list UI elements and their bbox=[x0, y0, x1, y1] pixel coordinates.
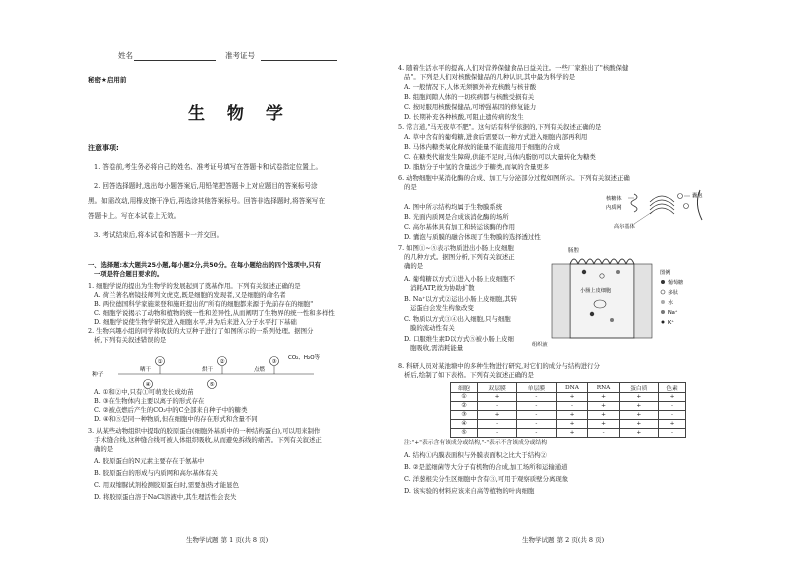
q2-option-d: D. ④和⑤是同一种物质,但在细胞中的存在形式和含量不同 bbox=[94, 415, 258, 423]
q2-label-1: ① bbox=[157, 359, 163, 365]
q6-stem-cont: 的是 bbox=[404, 183, 417, 191]
table-row bbox=[451, 393, 686, 402]
note-2-cont: 黑。如需改动,用橡皮擦干净后,再选涂其他答案标号。回答非选择题时,将答案写在 bbox=[88, 197, 326, 205]
table-cell: + bbox=[619, 420, 658, 429]
q3-stem-cont: 手术缝合线,这种缝合线可被人体组织吸收,从而避免拆线的痛苦。下列有关叙述正 bbox=[94, 436, 322, 444]
q6-option-c: C. 高尔基体具有加工和转运该酶的作用 bbox=[404, 223, 515, 231]
table-cell: - bbox=[658, 402, 685, 411]
table-cell: + bbox=[556, 411, 588, 420]
table-row bbox=[451, 420, 686, 429]
q2-label-2: ② bbox=[219, 359, 225, 365]
table-cell: + bbox=[619, 429, 658, 438]
q8-col-protein: 蛋白质 bbox=[619, 383, 658, 393]
note-2-cont2: 答题卡上。写在本试卷上无效。 bbox=[88, 212, 181, 220]
note-1: 1. 答卷前,考生务必将自己的姓名、准考证号填写在答题卡和试卷指定位置上。 bbox=[94, 163, 323, 171]
table-cell: - bbox=[658, 429, 685, 438]
section1-heading-cont: 一项是符合题目要求的。 bbox=[94, 271, 164, 278]
q8-option-d: D. 该实验的材料应该来自高等植物的叶肉细胞 bbox=[404, 487, 535, 495]
q2-seed: 种子 bbox=[92, 372, 104, 378]
q6-option-b: B. 光面内质网是合成该消化酶的场所 bbox=[404, 213, 509, 221]
q8-table-note: 注:"+"表示含有该成分或结构,"-"表示不含该成分或结构 bbox=[404, 440, 548, 446]
table-cell: + bbox=[588, 420, 619, 429]
q7-particle-1 bbox=[582, 270, 586, 274]
table-cell: + bbox=[477, 393, 516, 402]
q7-option-a: A. 葡萄糖以方式①进入小肠上皮细胞不 bbox=[404, 275, 515, 283]
q7-cell-label: 小肠上皮细胞 bbox=[580, 288, 612, 294]
table-cell: + bbox=[477, 411, 516, 420]
table-row bbox=[451, 411, 686, 420]
q4-option-d: D. 长期补充各种核酸,可阻止遗传病的发生 bbox=[404, 113, 524, 121]
q4-option-c: C. 按时服用核酸保健品,可增强基因的修复能力 bbox=[404, 103, 537, 111]
table-cell: - bbox=[517, 411, 556, 420]
q5-option-a: A. 草中含有的葡萄糖,进食后需要以一种方式进入细胞内部再利用 bbox=[404, 133, 588, 141]
q3-option-d: D. 将胶原蛋白溶于NaCl溶液中,其生理活性会丧失 bbox=[94, 493, 237, 501]
q3-stem-cont2: 确的是 bbox=[94, 445, 114, 453]
q6-pointer-2 bbox=[634, 212, 652, 224]
table-cell: + bbox=[658, 393, 685, 402]
q3-option-a: A. 胶原蛋白的N元素主要存在于氨基中 bbox=[94, 457, 205, 465]
note-2: 2. 回答选择题时,选出每小题答案后,用铅笔把答题卡上对应题目的答案标号涂 bbox=[94, 182, 318, 190]
q2-dried2: 烘干 bbox=[202, 367, 214, 373]
table-cell: + bbox=[556, 393, 588, 402]
q7-legend-na: Na⁺ bbox=[668, 310, 678, 316]
q2-stem-cont: 析,下列有关叙述错误的是 bbox=[94, 336, 167, 344]
q8-col-cell: 细胞 bbox=[451, 383, 478, 393]
q2-products: CO₂、H₂O等 bbox=[288, 355, 321, 361]
q8-stem: 8. 科研人员对某池塘中的多种生物进行研究,对它们的成分与结构进行分 bbox=[398, 362, 600, 370]
q8-col-pigment: 色素 bbox=[658, 383, 685, 393]
q7-particle-3 bbox=[616, 270, 620, 274]
table-cell: ④ bbox=[451, 420, 478, 429]
table-cell: ⑤ bbox=[451, 429, 478, 438]
q7-cell-right bbox=[634, 264, 652, 338]
q6-option-d: D. 囊泡与质膜的融合体现了生物膜的选择透过性 bbox=[404, 233, 541, 241]
q8-option-c: C. 洋葱根尖分生区细胞中含有③,可用于观察质壁分离现象 bbox=[404, 475, 569, 483]
q8-col-dna: DNA bbox=[556, 383, 588, 393]
q7-option-d: D. 口服维生素D以方式⑤被小肠上皮细 bbox=[404, 335, 514, 343]
q6-er-shape bbox=[631, 194, 637, 212]
q7-stem-cont: 的几种方式。据图分析,下列有关叙述正 bbox=[404, 253, 515, 261]
q3-stem: 3. 从某些动物组织中提取的胶原蛋白(细胞外基质中的一种结构蛋白),可以用来制作 bbox=[88, 427, 321, 435]
q1-option-a: A. 荷兰著名磨镜技师列文虎克,既是细胞的发现者,又是细胞的命名者 bbox=[94, 291, 286, 299]
q4-stem: 4. 随着生活水平的提高,人们对营养保健食品日益关注。一些厂家推出了"核酸保健 bbox=[398, 64, 629, 72]
q3-option-c: C. 用双缩脲试剂检测胶原蛋白时,需要加热才能显色 bbox=[94, 481, 239, 489]
q8-option-b: B. ②是蓝细菌等大分子有机物的合成,加工场所和运输通道 bbox=[404, 463, 568, 471]
q5-option-d: D. 脂肪分子中氢的含量远少于糖类,而氧的含量更多 bbox=[404, 163, 550, 171]
q2-label-4: ④ bbox=[145, 382, 151, 388]
table-cell: ① bbox=[451, 393, 478, 402]
q6-golgi-label: 高尔基体 bbox=[614, 224, 635, 230]
q8-option-a: A. 结构①内膜表面积与外膜表面积之比大于结构② bbox=[404, 451, 547, 459]
q7-cell-body bbox=[570, 264, 634, 338]
q7-cell-left bbox=[552, 264, 570, 338]
table-cell: - bbox=[658, 411, 685, 420]
q7-legend-glucose: 葡萄糖 bbox=[668, 280, 684, 286]
table-row bbox=[451, 402, 686, 411]
q6-vesicle-1 bbox=[678, 194, 683, 199]
q7-legend-k-dot bbox=[662, 321, 665, 324]
table-cell: - bbox=[588, 429, 619, 438]
table-cell: + bbox=[619, 411, 658, 420]
q7-legend-k: K⁺ bbox=[668, 320, 674, 326]
q2-label-5: ⑤ bbox=[209, 382, 215, 388]
q7-microvilli bbox=[570, 259, 634, 264]
table-cell: ② bbox=[451, 402, 478, 411]
q2-option-c: C. ②被点燃后产生的CO₂中的C全部来自种子中的糖类 bbox=[94, 406, 248, 414]
q5-option-c: C. 在糖类代谢发生障碍,供能不足时,马体内脂肪可以大量转化为糖类 bbox=[404, 153, 596, 161]
q6-vesicle-label: 囊泡 bbox=[692, 193, 703, 199]
q8-stem-cont: 析后,绘制了如下表格。下列有关叙述正确的是 bbox=[404, 371, 534, 379]
q7-option-c-cont: 膜的流动性有关 bbox=[410, 324, 455, 332]
secret-label: 秘密★启用前 bbox=[88, 76, 127, 84]
q2-option-a: A. ①和②中,只有①可萌发长成幼苗 bbox=[94, 388, 194, 396]
q2-flow-diagram bbox=[88, 352, 328, 392]
page-right bbox=[398, 0, 788, 565]
q7-legend-peptide: 多肽 bbox=[668, 290, 679, 296]
q7-stem-cont2: 确的是 bbox=[404, 262, 424, 270]
table-cell: + bbox=[556, 429, 588, 438]
q1-option-b: B. 两位德国科学家施莱登和施旺提出的"所有的细胞都来源于先前存在的细胞" bbox=[94, 300, 314, 308]
name-label: 姓名 bbox=[118, 51, 133, 60]
q7-particle-4 bbox=[590, 312, 594, 316]
page-left bbox=[0, 0, 390, 565]
q8-table-header bbox=[451, 383, 686, 393]
section1-heading: 一、选择题:本大题共25小题,每小题2分,共50分。在每小题给出的四个选项中,只有 bbox=[88, 262, 322, 269]
q4-option-b: B. 组胞间隙人体的一切疾病都与核酸受损有关 bbox=[404, 93, 535, 101]
q2-label-3: ③ bbox=[271, 359, 277, 365]
table-cell: + bbox=[588, 393, 619, 402]
table-cell: - bbox=[477, 420, 516, 429]
q2-burn: 点燃 bbox=[254, 367, 266, 373]
q5-stem: 5. 常言道,"马无夜草不肥"。这句话有科学依据的,下列有关叙述正确的是 bbox=[398, 123, 602, 131]
q2-stem: 2. 生物兴趣小组的同学将收获的大豆种子进行了如图所示的一系列处理。据图分 bbox=[88, 327, 314, 335]
q7-option-b: B. Na⁺以方式②运出小肠上皮细胞,其转 bbox=[404, 295, 518, 303]
q2-option-b: B. ③在生物体内主要以离子的形式存在 bbox=[94, 397, 205, 405]
q7-tissue-label: 组织液 bbox=[532, 342, 548, 348]
q7-option-c: C. 物质以方式③④出入细胞,只与细胞 bbox=[404, 315, 511, 323]
table-cell: + bbox=[588, 411, 619, 420]
q7-particle-5 bbox=[610, 318, 614, 322]
table-cell: - bbox=[556, 402, 588, 411]
name-blank bbox=[134, 60, 216, 61]
exam-number-label: 准考证号 bbox=[225, 51, 255, 60]
q7-legend-glucose-dot bbox=[661, 280, 665, 284]
q7-option-b-cont: 运蛋白会发生构象改变 bbox=[410, 304, 474, 312]
table-cell: - bbox=[517, 402, 556, 411]
q6-stem: 6. 动物细胞中某消化酶的合成、加工与分泌部分过程如图所示。下列有关叙述正确 bbox=[398, 174, 630, 182]
q6-golgi-shape bbox=[650, 196, 674, 214]
q7-legend-title: 图例 bbox=[660, 270, 671, 276]
table-cell: - bbox=[517, 393, 556, 402]
footer-left: 生物学试题 第 1 页(共 8 页) bbox=[186, 536, 269, 544]
q8-col-double-membrane: 双层膜 bbox=[477, 383, 516, 393]
q1-option-d: D. 细胞学说使生物学研究进入细胞水平,并为后来进入分子水平打下基础 bbox=[94, 318, 297, 326]
q7-lumen-label: 肠腔 bbox=[568, 248, 580, 254]
note-3: 3. 考试结束后,将本试卷和答题卡一并交回。 bbox=[94, 231, 224, 239]
table-cell: + bbox=[556, 420, 588, 429]
q4-stem-cont: 品"。下列是人们对核酸保健品的几种认识,其中最为科学的是 bbox=[404, 73, 576, 81]
q7-option-a-cont: 消耗ATP,故为协助扩散 bbox=[410, 284, 475, 292]
q7-legend-water: 水 bbox=[668, 300, 674, 306]
q8-col-rna: RNA bbox=[588, 383, 619, 393]
q6-vesicle-2 bbox=[684, 204, 689, 209]
table-cell: ③ bbox=[451, 411, 478, 420]
q5-option-b: B. 马体内糖类氧化释放的能量不能直接用于细胞的合成 bbox=[404, 143, 560, 151]
footer-right: 生物学试题 第 2 页(共 8 页) bbox=[522, 536, 605, 544]
q6-secretion-figure bbox=[604, 188, 724, 244]
q3-option-b: B. 胶原蛋白的形成与内质网和高尔基体有关 bbox=[94, 469, 218, 477]
table-cell: - bbox=[517, 429, 556, 438]
q7-stem: 7. 如图①~⑤表示物质进出小肠上皮细胞 bbox=[398, 244, 514, 252]
q8-table bbox=[450, 382, 686, 438]
q6-option-a: A. 图中所示结构均属于生物膜系统 bbox=[404, 203, 503, 211]
q7-legend-water-dot bbox=[661, 300, 665, 304]
q2-dried1: 晒干 bbox=[140, 367, 152, 373]
table-cell: + bbox=[619, 402, 658, 411]
q8-col-single-membrane: 单层膜 bbox=[517, 383, 556, 393]
q1-option-c: C. 细胞学说揭示了动物和植物的统一性和差异性,从而阐明了生物界的统一性和多样性 bbox=[94, 309, 335, 317]
table-cell: + bbox=[619, 393, 658, 402]
q7-option-d-cont: 胞吸收,需消耗能量 bbox=[410, 344, 464, 352]
q7-legend-na-dot bbox=[661, 310, 665, 314]
q6-er-label: 内质网 bbox=[606, 205, 622, 211]
table-row bbox=[451, 429, 686, 438]
exam-title: 生 物 学 bbox=[188, 104, 291, 124]
q1-stem: 1. 细胞学说的提出为生物学的发展起到了奠基作用。下列有关叙述正确的是 bbox=[88, 282, 301, 290]
q7-legend-peptide-dot bbox=[661, 290, 665, 294]
q6-ribosome-label: 核糖体 bbox=[606, 196, 622, 202]
table-cell: + bbox=[588, 402, 619, 411]
exam-number-blank bbox=[261, 60, 337, 61]
q4-option-a: A. 一般情况下,人体无须额外补充核酸与核苷酸 bbox=[404, 83, 537, 91]
table-cell: - bbox=[477, 429, 516, 438]
table-cell: - bbox=[477, 402, 516, 411]
table-cell: + bbox=[658, 420, 685, 429]
q7-transport-figure bbox=[530, 242, 720, 354]
notes-heading: 注意事项: bbox=[88, 144, 119, 152]
table-cell: - bbox=[517, 420, 556, 429]
